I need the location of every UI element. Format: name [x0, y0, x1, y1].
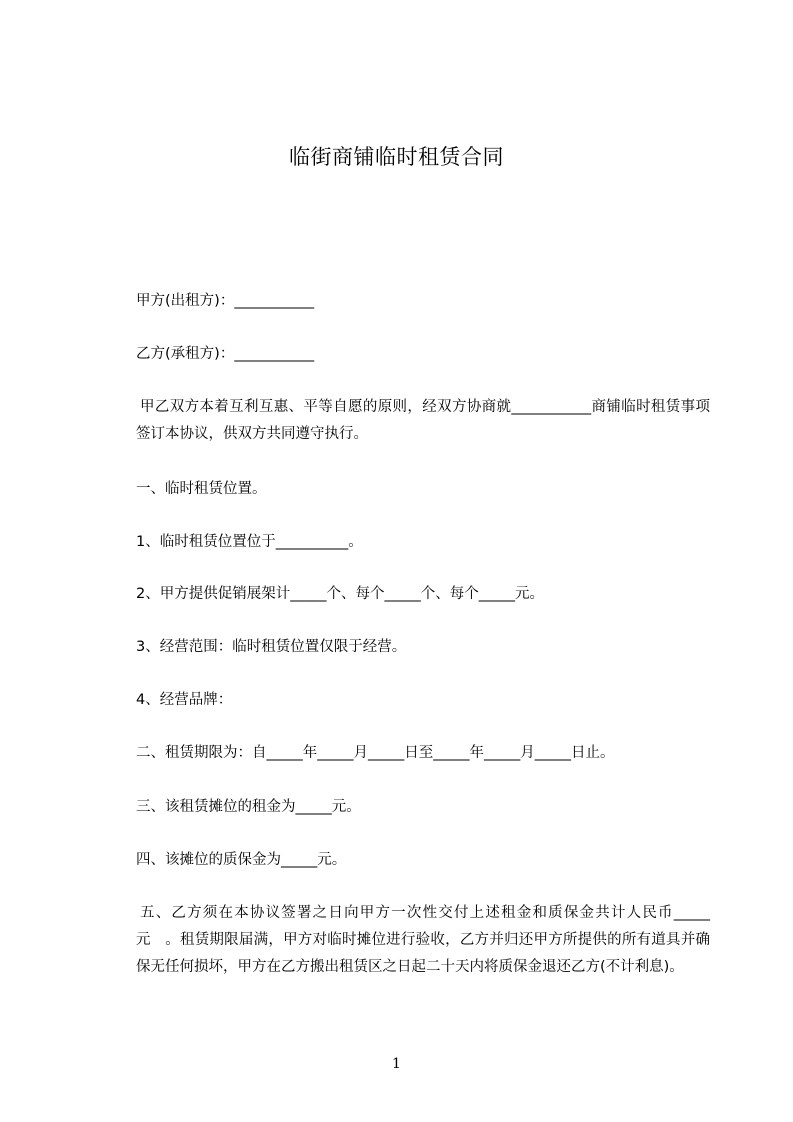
clause-1-2: 2、甲方提供促销展架计_____个、每个_____个、每个_____元。 [136, 586, 544, 602]
section-1-heading: 一、临时租赁位置。 [136, 481, 267, 497]
section-3-rent: 三、该租赁摊位的租金为_____元。 [136, 799, 361, 815]
clause-1-3: 3、经营范围：临时租赁位置仅限于经营。 [136, 639, 407, 655]
section-4-deposit: 四、该摊位的质保金为_____元。 [136, 852, 347, 868]
clause-1-1: 1、临时租赁位置位于__________。 [136, 534, 363, 550]
page-number: 1 [392, 1056, 401, 1072]
document-title: 临街商铺临时租赁合同 [289, 145, 504, 169]
clause-1-4: 4、经营品牌： [136, 692, 233, 708]
section-2-term: 二、租赁期限为：自_____年_____月_____日至_____年_____月_____日止。 [136, 745, 615, 761]
section-5-payment: 五、乙方须在本协议签署之日向甲方一次性交付上述租金和质保金共计人民币_____元 。租赁期限届满，甲方对临时摊位进行验收，乙方并归还甲方所提供的所有道具并确保无任何损坏，甲方在乙方搬出租赁区之日起二十天内将质保金退还乙方(不计利息)。 [136, 905, 710, 975]
party-a-line: 甲方(出租方)：___________ [136, 293, 315, 309]
party-b-line: 乙方(承租方)：___________ [136, 346, 315, 362]
intro-paragraph: 甲乙双方本着互利互惠、平等自愿的原则，经双方协商就___________商铺临时租赁事项签订本协议，供双方共同遵守执行。 [136, 399, 710, 442]
